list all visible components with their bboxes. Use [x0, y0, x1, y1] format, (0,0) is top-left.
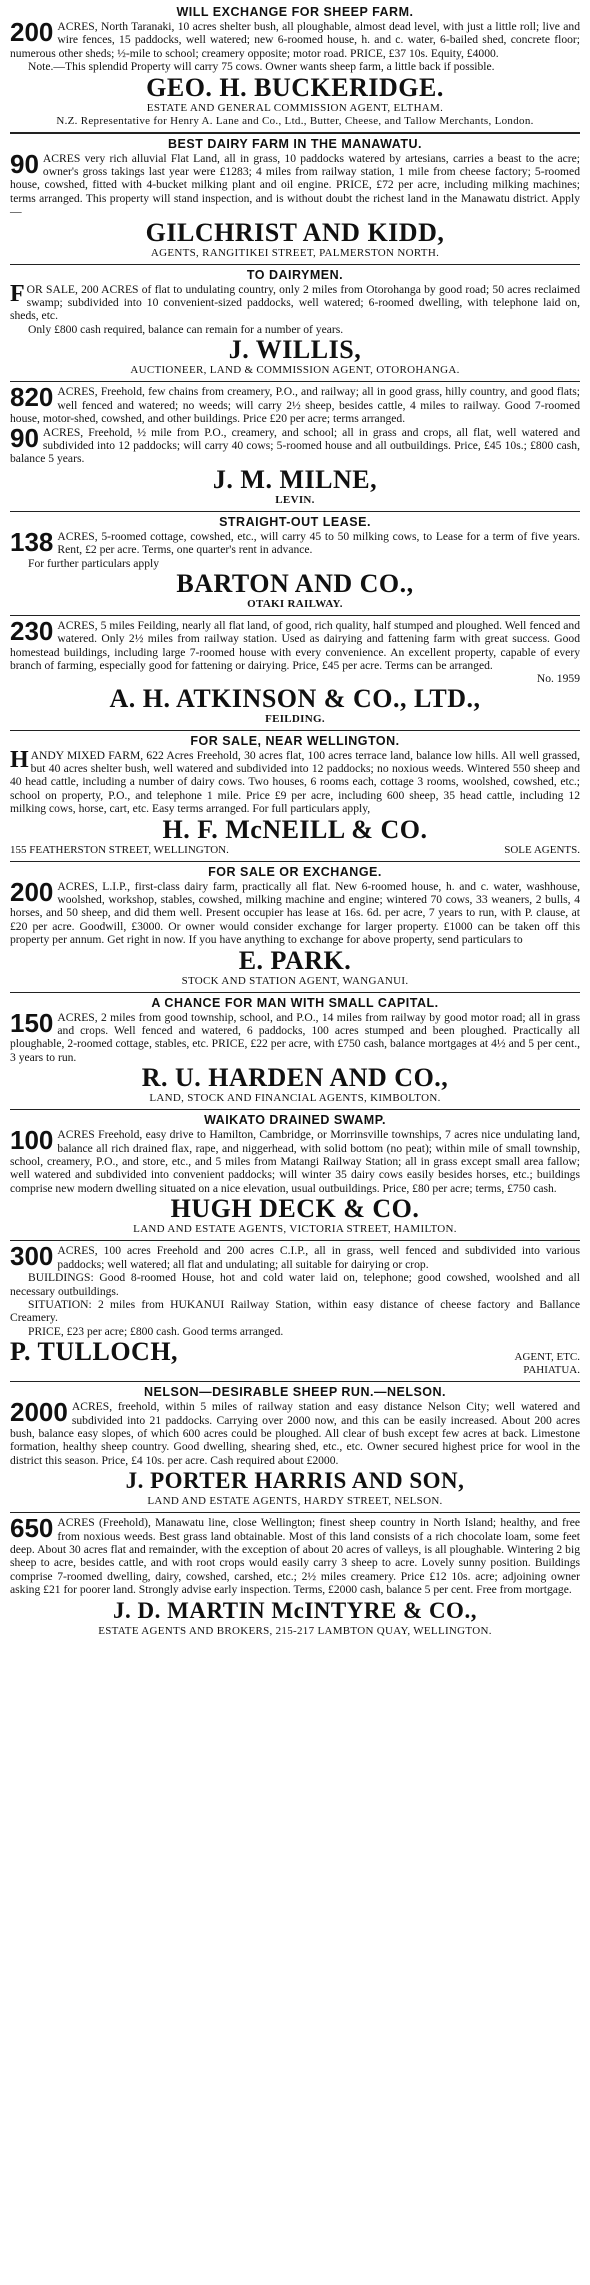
- ad-body: ANDY MIXED FARM, 622 Acres Freehold, 30 acres flat, 100 acres terrace land, balance low hills. All well grassed, but 40 acres shelter bush, well watered and subdivided into 12 paddocks; no noxious weeds. Wintered 550 sheep and 40 head cattle, including a number of dairy cows. Two houses, 6 rooms each, cottage 3 rooms, woolshed, cowshed, etc.; school on property, P.O., and telephone 1 mile. Price £9 per acre, including 600 sheep, 35 head cattle, including 12 milking cows, horse, cart, etc. Easy terms arranged. For full particulars apply,: [10, 748, 580, 816]
- agent-name: P. TULLOCH,: [10, 1337, 179, 1367]
- agent-representative: N.Z. Representative for Henry A. Lane and Co., Ltd., Butter, Cheese, and Tallow Merchants, London.: [56, 114, 534, 127]
- agent-address: LAND, STOCK AND FINANCIAL AGENTS, KIMBOLTON.: [149, 1092, 441, 1105]
- classified-column: [10, 0, 580, 1642]
- acreage-number: 820: [10, 382, 54, 413]
- ad-sale-or-exchange: [10, 862, 580, 993]
- agent-name: HUGH DECK & CO.: [170, 1194, 420, 1224]
- ad-body: ACRES, L.I.P., first-class dairy farm, practically all flat. New 6-roomed house, h. and c. water, washhouse, woolshed, workshop, stables, cowshed, milking machine and engine; wintered 70 cows, 33 weaners, 2 bulls, 4 horses, and 50 sheep, and did them well. Present occupier has lease at 16s. 6d. per acre, 7 years to run, with P. clause, at £20 per acre. Goodwill, £3000. Or owner would consider exchange for larger property. £1000 can be taken off this property per annum. Get right in now. If you have anything to exchange for above property, send particulars to: [10, 879, 580, 947]
- acreage-number: 300: [10, 1241, 54, 1272]
- agent-role: AGENT, ETC.: [514, 1351, 580, 1364]
- acreage-number: 200: [10, 17, 54, 47]
- ad-body: ACRES Freehold, easy drive to Hamilton, Cambridge, or Morrinsville townships, 7 acres nice undulating land, balance all rich drained flax, rape, and niggerhead, with solid bottom (no peat); within mile of small township, school, creamery, P.O., and store, etc., and 5 miles from Matangi Railway Station; all in grass except small area fallow; well watered and subdivided into convenient paddocks; will winter 35 dairy cows easily besides horses, etc.; buildings comprise new modern dwelling situated on a nice elevation, usual outbuildings. Price, £80 per acre; terms, £750 cash.: [10, 1128, 580, 1195]
- ad-milne-levin: [10, 382, 580, 511]
- agent-address: 155 FEATHERSTON STREET, WELLINGTON.: [10, 843, 229, 856]
- ad-body: ACRES, North Taranaki, 10 acres shelter bush, all ploughable, almost dead level, with just a little roll; live and wire fences, 15 paddocks, well watered; new 6-roomed house, h. and c. water, 6-bailed shed, concrete floor; numerous other sheds; ½-mile to school; creamery opposite; motor road. PRICE, £37 10s. Equity, £4000.: [10, 20, 580, 60]
- ad-body: OR SALE, 200 ACRES of flat to undulating country, only 2 miles from Otorohanga by good road; 50 acres reclaimed swamp; subdivided into 10 convenient-sized paddocks, well watered; 6-roomed dwelling, with telephone laid on, sheds, etc.: [10, 282, 580, 323]
- agent-name: H. F. McNEILL & CO.: [162, 814, 428, 844]
- ad-straight-out-lease: [10, 512, 580, 616]
- acreage-number: 100: [10, 1125, 54, 1156]
- agent-role: SOLE AGENTS.: [504, 843, 580, 856]
- agent-name: GILCHRIST AND KIDD,: [145, 217, 445, 247]
- ad-nelson-sheep-run: [10, 1382, 580, 1513]
- acreage-number: 230: [10, 615, 54, 646]
- agent-name: J. PORTER HARRIS AND SON,: [125, 1468, 465, 1494]
- acreage-number: 150: [10, 1007, 54, 1038]
- acreage-number-second: 90: [10, 422, 39, 453]
- agent-address: LAND AND ESTATE AGENTS, VICTORIA STREET, HAMILTON.: [133, 1223, 457, 1236]
- ad-note: For further particulars apply: [28, 556, 160, 570]
- ad-waikato-swamp: [10, 1110, 580, 1241]
- agent-address: FEILDING.: [265, 712, 325, 725]
- acreage-number: 138: [10, 526, 54, 557]
- agent-name: GEO. H. BUCKERIDGE.: [146, 72, 444, 102]
- ad-to-dairymen: [10, 265, 580, 383]
- ad-near-wellington: [10, 731, 580, 862]
- ad-body: ACRES, freehold, within 5 miles of railway station and easy distance Nelson City; well watered and subdivided into 21 paddocks. Carrying over 2000 now, and this can be easily increased. About 200 acres bush, balance easy slopes, of which 600 acres could be ploughed. All clear of bush except few acres at back. Limestone formation, healthy sheep country. Good dwelling, shearing shed, etc., etc. Owner secured highest price for wool in the district this season. Price, £4 10s. per acre. Cash required about £2000.: [10, 1400, 580, 1467]
- ad-price: PRICE, £23 per acre; £800 cash. Good terms arranged.: [28, 1324, 284, 1338]
- ad-situation: SITUATION: 2 miles from HUKANUI Railway Station, within easy distance of cheese factory and Ballance Creamery.: [10, 1297, 580, 1325]
- ad-note: Note.—This splendid Property will carry 75 cows. Owner wants sheep farm, a little back if possible.: [28, 60, 495, 74]
- agent-address: LAND AND ESTATE AGENTS, HARDY STREET, NELSON.: [147, 1495, 443, 1508]
- ad-heading: FOR SALE, NEAR WELLINGTON.: [190, 733, 400, 748]
- ad-body: ACRES, Freehold, few chains from creamery, P.O., and railway; all in good grass, hilly country, and good flats; well fenced and watered; no weeds; will carry 2½ sheep, besides cattle, 4 miles to railway. Good 7-roomed house, motor-shed, cowshed, and other buildings. Price £20 per acre; terms arranged.: [10, 385, 580, 426]
- agent-address: AUCTIONEER, LAND & COMMISSION AGENT, OTOROHANGA.: [130, 364, 460, 377]
- ad-manawatu-line: [10, 1513, 580, 1641]
- drop-capital: F: [10, 280, 25, 307]
- ad-body: ACRES, 5 miles Feilding, nearly all flat land, of good, rich quality, half stumped and ploughed. Well fenced and watered. Only 2½ miles from railway station. Used as dairying and fattening farm with great success. Good homestead buildings, including large 7-roomed house with every convenience. An excellent property, capable of every branch of farming, especially good for fattening or dairying. Price, £45 per acre. Terms can be arranged.: [10, 618, 580, 673]
- agent-name: A. H. ATKINSON & CO., LTD.,: [109, 683, 481, 713]
- ad-body: ACRES, 5-roomed cottage, cowshed, etc., will carry 45 to 50 milking cows, to Lease for a term of five years. Rent, £2 per acre. Terms, one quarter's rent in advance.: [57, 529, 580, 557]
- ad-heading: A CHANCE FOR MAN WITH SMALL CAPITAL.: [151, 995, 439, 1010]
- ad-heading: WILL EXCHANGE FOR SHEEP FARM.: [176, 5, 414, 19]
- agent-town: PAHIATUA.: [523, 1364, 580, 1377]
- ad-feilding-farm: [10, 616, 580, 731]
- agent-address: LEVIN.: [275, 493, 315, 506]
- acreage-number: 650: [10, 1513, 54, 1544]
- acreage-number: 200: [10, 876, 54, 907]
- ad-body: ACRES very rich alluvial Flat Land, all in grass, 10 paddocks watered by artesians, carries a beast to the acre; owner's gross takings last year were £1283; 4 miles from railway station, 1 mile from cheese factory; 5-roomed house, cowshed, fitted with 4-bucket milking plant and oil engine. PRICE, £72 per acre, including milking machines; terms arranged. This property will stand inspection, and is without doubt the richest land in the Manawatu district. Apply—: [10, 151, 580, 219]
- agent-address: STOCK AND STATION AGENT, WANGANUI.: [181, 974, 409, 987]
- acreage-number: 90: [10, 148, 39, 179]
- ad-body: ACRES, 2 miles from good township, school, and P.O., 14 miles from railway by good motor road; all in grass and crops. Well fenced and watered, 6 paddocks, 100 acres stumped and been ploughed. Practically all ploughable, 2-roomed cottage, stables, etc. PRICE, £22 per acre, with £750 cash, balance mortgages at 4½ and 5 per cent., 3 years to run.: [10, 1010, 580, 1064]
- ad-heading: FOR SALE OR EXCHANGE.: [208, 864, 382, 879]
- ad-sheep-farm-exchange: [10, 2, 580, 134]
- drop-capital: H: [10, 746, 29, 773]
- agent-name: J. D. MARTIN McINTYRE & CO.,: [113, 1597, 477, 1623]
- ad-reference-number: No. 1959: [536, 671, 580, 685]
- ad-body: ACRES, 100 acres Freehold and 200 acres C.I.P., all in grass, well fenced and subdivided into various paddocks; well watered; all flat and undulating; all suitable for dairying or crop.: [57, 1244, 580, 1271]
- agent-address: ESTATE AND GENERAL COMMISSION AGENT, ELTHAM.: [146, 101, 444, 114]
- agent-name: J. M. MILNE,: [212, 464, 378, 494]
- ad-heading: WAIKATO DRAINED SWAMP.: [204, 1113, 386, 1128]
- ad-heading: TO DAIRYMEN.: [246, 267, 344, 282]
- ad-note: Only £800 cash required, balance can remain for a number of years.: [28, 322, 344, 336]
- acreage-number: 2000: [10, 1397, 68, 1428]
- ad-body-second: ACRES, Freehold, ½ mile from P.O., creamery, and school; all in grass and crops, all flat, well watered and subdivided into 12 paddocks; will carry 40 cows; 5-roomed house and all outbuildings. Price, £45 10s.; £800 cash, balance 5 years.: [10, 425, 580, 466]
- ad-tulloch-pahiatua: [10, 1241, 580, 1382]
- agent-name: J. WILLIS,: [228, 335, 362, 365]
- agent-address: AGENTS, RANGITIKEI STREET, PALMERSTON NORTH.: [150, 246, 440, 259]
- ad-buildings: BUILDINGS: Good 8-roomed House, hot and cold water laid on, telephone; good cowshed, woolshed and all necessary outbuildings.: [10, 1271, 580, 1298]
- ad-heading: BEST DAIRY FARM IN THE MANAWATU.: [168, 136, 422, 151]
- agent-name: BARTON AND CO.,: [176, 568, 414, 598]
- agent-name: E. PARK.: [238, 945, 352, 975]
- ad-body: ACRES (Freehold), Manawatu line, close Wellington; finest sheep country in North Island; healthy, and free from noxious weeds. Best grass land obtainable. Most of this land consists of a rich chocolate loam, some feet deep. About 30 acres flat and remainder, with the exception of about 20 acres of valleys, is all ploughable. Wintering 2 big sheep to acre, besides cattle, and with root crops would easily carry 3 sheep to acre. Lovely sunny position. Buildings comprise 7-roomed dwelling, dairy, cowshed, carshed, etc.; 2½ miles creamery. Price £12 10s. acre; adjoining owner asking £21 for poorer land. Strongly advise early inspection. Terms, £2000 cash, balance 5 per cent. Free from mortgage.: [10, 1516, 580, 1597]
- agent-address: ESTATE AGENTS AND BROKERS, 215-217 LAMBTON QUAY, WELLINGTON.: [98, 1624, 492, 1637]
- ad-heading: STRAIGHT-OUT LEASE.: [219, 514, 371, 529]
- ad-heading: NELSON—DESIRABLE SHEEP RUN.—NELSON.: [143, 1385, 447, 1400]
- agent-name: R. U. HARDEN AND CO.,: [141, 1063, 449, 1093]
- ad-small-capital: [10, 993, 580, 1111]
- agent-address: OTAKI RAILWAY.: [247, 597, 343, 610]
- ad-manawatu-dairy-farm: [10, 134, 580, 265]
